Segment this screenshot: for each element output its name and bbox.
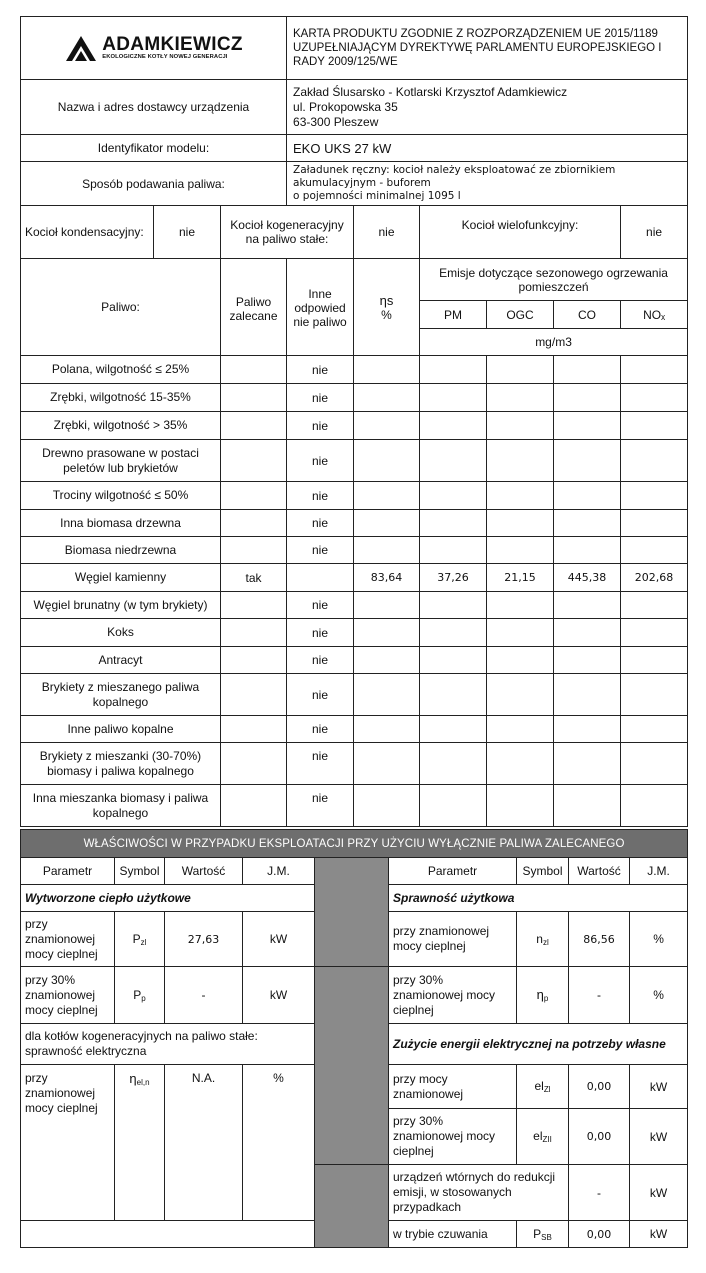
fuel-cell-nox — [621, 619, 688, 647]
symbol-main: P — [133, 987, 142, 1002]
fuel-cell-other: nie — [287, 785, 354, 827]
heat-nominal-value: 27,63 — [165, 912, 243, 967]
fuel-cell-preferred — [221, 482, 287, 510]
fuel-cell-pm — [420, 743, 487, 785]
symbol-sub: SB — [541, 1232, 552, 1242]
fuel-cell-co — [554, 785, 621, 827]
fuel-cell-preferred — [221, 647, 287, 674]
fuel-cell-preferred — [221, 619, 287, 647]
table-row — [21, 619, 688, 647]
empty-left-bottom — [21, 1221, 315, 1248]
el-30-value: 0,00 — [569, 1109, 630, 1165]
fuel-cell-eta — [354, 510, 420, 537]
fuel-cell-name: Inna mieszanka biomasy i paliwa kopalnego — [21, 785, 221, 827]
fuel-cell-name: Antracyt — [21, 647, 221, 674]
fuel-cell-ogc — [487, 647, 554, 674]
table-row — [21, 537, 688, 564]
el-30-symbol — [517, 1109, 569, 1165]
fuel-cell-other: nie — [287, 743, 354, 785]
condensing-label: Kocioł kondensacyjny: — [21, 206, 154, 259]
el-30-unit: kW — [630, 1109, 688, 1165]
fuel-cell-name: Brykiety z mieszanki (30-70%) biomasy i paliwa kopalnego — [21, 743, 221, 785]
fuel-cell-pm — [420, 412, 487, 440]
fuel-cell-ogc — [487, 510, 554, 537]
symbol-sub: p — [543, 994, 549, 1003]
fuel-cell-nox — [621, 743, 688, 785]
fuel-cell-eta — [354, 384, 420, 412]
fuel-cell-eta — [354, 716, 420, 743]
gray-separator-1 — [315, 858, 389, 967]
supplier-line-3: 63-300 Pleszew — [293, 114, 379, 129]
eff-nominal-symbol — [517, 912, 569, 967]
fuel-cell-other: nie — [287, 592, 354, 619]
symbol-main: el — [534, 1079, 544, 1093]
fuel-cell-eta — [354, 440, 420, 482]
fuel-cell-name: Brykiety z mieszanego paliwa kopalnego — [21, 674, 221, 716]
fuel-cell-nox — [621, 674, 688, 716]
feeding-line-2: o pojemności minimalnej 1095 l — [293, 190, 461, 202]
fuel-cell-pm — [420, 482, 487, 510]
fuel-cell-pm — [420, 537, 487, 564]
cogen-label: Kocioł kogeneracyjny na paliwo stałe: — [221, 206, 354, 259]
cogen-eff-label: przy znamionowej mocy cieplnej — [21, 1065, 115, 1221]
cogen-eff-unit: % — [243, 1065, 315, 1221]
fuel-cell-other: nie — [287, 384, 354, 412]
condensing-value: nie — [154, 206, 221, 259]
symbol-sub: p — [141, 993, 146, 1003]
fuel-cell-other: nie — [287, 647, 354, 674]
fuel-cell-nox — [621, 356, 688, 384]
gray-separator-2 — [315, 967, 389, 1165]
fuel-cell-co — [554, 716, 621, 743]
heat-nominal-symbol — [115, 912, 165, 967]
fuel-cell-co — [554, 356, 621, 384]
fuel-cell-pm — [420, 716, 487, 743]
eff-nominal-value: 86,56 — [569, 912, 630, 967]
multi-value: nie — [621, 206, 688, 259]
symbol-sub: Zl — [543, 1085, 551, 1094]
el-nominal-unit: kW — [630, 1065, 688, 1109]
table-row — [21, 564, 688, 592]
fuel-cell-co — [554, 743, 621, 785]
supplier-line-1: Zakład Ślusarsko - Kotlarski Krzysztof Adamkiewicz — [293, 84, 568, 99]
fuel-cell-co — [554, 619, 621, 647]
fuel-cell-co — [554, 440, 621, 482]
preferred-col-header: Paliwo zalecane — [221, 259, 287, 356]
fuel-cell-nox — [621, 592, 688, 619]
eta-symbol: ηs — [379, 293, 394, 308]
other-col-header: Inne odpowied nie paliwo — [287, 259, 354, 356]
table-row — [21, 674, 688, 716]
aux-unit: kW — [630, 1165, 688, 1221]
ogc-col-header: OGC — [487, 301, 554, 329]
value-header-left: Wartość — [165, 858, 243, 885]
product-card-table — [20, 16, 688, 827]
table-row — [21, 785, 688, 827]
fuel-cell-pm — [420, 619, 487, 647]
table-row — [21, 743, 688, 785]
fuel-cell-other: nie — [287, 619, 354, 647]
fuel-cell-co — [554, 537, 621, 564]
heat-section-title: Wytworzone ciepło użytkowe — [21, 885, 315, 912]
heat-30-symbol — [115, 967, 165, 1024]
fuel-cell-preferred — [221, 356, 287, 384]
el-nominal-symbol — [517, 1065, 569, 1109]
fuel-cell-other: nie — [287, 440, 354, 482]
symbol-sub: zl — [140, 937, 147, 947]
fuel-cell-ogc — [487, 412, 554, 440]
heat-nominal-label: przy znamionowej mocy cieplnej — [21, 912, 115, 967]
symbol-main: η — [536, 987, 544, 1002]
fuel-cell-name: Zrębki, wilgotność 15-35% — [21, 384, 221, 412]
multi-label: Kocioł wielofunkcyjny: — [420, 206, 621, 259]
logo-text: ADAMKIEWICZ — [102, 33, 243, 55]
table-row — [21, 356, 688, 384]
fuel-cell-ogc — [487, 716, 554, 743]
fuel-cell-eta — [354, 592, 420, 619]
fuel-cell-pm — [420, 510, 487, 537]
fuel-cell-nox — [621, 537, 688, 564]
fuel-cell-pm — [420, 674, 487, 716]
fuel-cell-eta — [354, 647, 420, 674]
fuel-cell-nox — [621, 716, 688, 743]
symbol-sub: ZII — [542, 1135, 552, 1144]
eff-30-value: - — [569, 967, 630, 1024]
fuel-cell-nox — [621, 510, 688, 537]
eff-section-title: Sprawność użytkowa — [389, 885, 688, 912]
aux-label: urządzeń wtórnych do redukcji emisji, w stosowanych przypadkach — [389, 1165, 569, 1221]
fuel-cell-co — [554, 674, 621, 716]
fuel-cell-name: Węgiel kamienny — [21, 564, 221, 592]
table-row — [21, 482, 688, 510]
elec-section-title: Zużycie energii elektrycznej na potrzeby własne — [389, 1024, 688, 1065]
fuel-cell-nox — [621, 384, 688, 412]
eff-30-unit: % — [630, 967, 688, 1024]
cogen-value: nie — [354, 206, 420, 259]
fuel-cell-nox — [621, 412, 688, 440]
fuel-cell-name: Koks — [21, 619, 221, 647]
symbol-main: P — [132, 931, 141, 946]
fuel-cell-preferred — [221, 440, 287, 482]
properties-table — [20, 829, 688, 1248]
fuel-cell-preferred: tak — [221, 564, 287, 592]
logo-cell — [21, 17, 287, 80]
fuel-cell-eta: 83,64 — [354, 564, 420, 592]
fuel-cell-preferred — [221, 743, 287, 785]
fuel-cell-pm — [420, 384, 487, 412]
supplier-line-2: ul. Prokopowska 35 — [293, 99, 398, 114]
fuel-cell-preferred — [221, 384, 287, 412]
fuel-cell-nox: 202,68 — [621, 564, 688, 592]
fuel-cell-eta — [354, 785, 420, 827]
aux-value: - — [569, 1165, 630, 1221]
symbol-sub: el,n — [136, 1078, 150, 1087]
fuel-cell-nox — [621, 647, 688, 674]
fuel-cell-ogc — [487, 674, 554, 716]
fuel-cell-pm — [420, 647, 487, 674]
fuel-cell-name: Inne paliwo kopalne — [21, 716, 221, 743]
fuel-cell-name: Zrębki, wilgotność > 35% — [21, 412, 221, 440]
standby-label: w trybie czuwania — [389, 1221, 517, 1248]
fuel-cell-preferred — [221, 537, 287, 564]
value-header-right: Wartość — [569, 858, 630, 885]
symbol-header-right: Symbol — [517, 858, 569, 885]
cogen-eff-symbol — [115, 1065, 165, 1221]
el-nominal-value: 0,00 — [569, 1065, 630, 1109]
emissions-unit: mg/m3 — [420, 329, 688, 356]
table-row — [21, 412, 688, 440]
fuel-cell-ogc — [487, 592, 554, 619]
eff-nominal-label: przy znamionowej mocy cieplnej — [389, 912, 517, 967]
co-col-header: CO — [554, 301, 621, 329]
eta-col-header — [354, 259, 420, 356]
fuel-cell-co — [554, 592, 621, 619]
el-30-label: przy 30% znamionowej mocy cieplnej — [389, 1109, 517, 1165]
fuel-cell-ogc — [487, 619, 554, 647]
standby-unit: kW — [630, 1221, 688, 1248]
el-nominal-label: przy mocy znamionowej — [389, 1065, 517, 1109]
fuel-cell-preferred — [221, 674, 287, 716]
fuel-cell-name: Biomasa niedrzewna — [21, 537, 221, 564]
table-row — [21, 440, 688, 482]
fuel-cell-pm — [420, 785, 487, 827]
eff-nominal-unit: % — [630, 912, 688, 967]
eff-30-label: przy 30% znamionowej mocy cieplnej — [389, 967, 517, 1024]
fuel-cell-eta — [354, 356, 420, 384]
fuel-cell-ogc — [487, 482, 554, 510]
symbol-main: el — [533, 1129, 543, 1143]
fuel-cell-other: nie — [287, 537, 354, 564]
standby-symbol — [517, 1221, 569, 1248]
standby-value: 0,00 — [569, 1221, 630, 1248]
fuel-cell-eta — [354, 619, 420, 647]
fuel-cell-other: nie — [287, 482, 354, 510]
fuel-cell-preferred — [221, 412, 287, 440]
param-header-right: Parametr — [389, 858, 517, 885]
fuel-cell-other: nie — [287, 510, 354, 537]
fuel-rows — [21, 356, 688, 827]
pm-col-header: PM — [420, 301, 487, 329]
heat-30-value: - — [165, 967, 243, 1024]
feeding-line-1: Załadunek ręczny: kocioł należy eksploatować ze zbiornikiem akumulacyjnym - buforem — [293, 164, 616, 189]
table-row — [21, 384, 688, 412]
heat-30-label: przy 30% znamionowej mocy cieplnej — [21, 967, 115, 1024]
fuel-cell-ogc — [487, 785, 554, 827]
fuel-cell-co — [554, 510, 621, 537]
fuel-cell-pm — [420, 592, 487, 619]
fuel-cell-eta — [354, 674, 420, 716]
cogen-eff-section-label: dla kotłów kogeneracyjnych na paliwo stałe: sprawność elektryczna — [21, 1024, 315, 1065]
supplier-address — [287, 80, 688, 135]
fuel-cell-eta — [354, 743, 420, 785]
fuel-cell-pm — [420, 356, 487, 384]
symbol-main: P — [533, 1226, 542, 1241]
fuel-cell-other: nie — [287, 412, 354, 440]
fuel-cell-pm: 37,26 — [420, 564, 487, 592]
gray-separator-3 — [315, 1165, 389, 1248]
eff-30-symbol — [517, 967, 569, 1024]
fuel-cell-other — [287, 564, 354, 592]
fuel-cell-ogc — [487, 356, 554, 384]
heat-30-unit: kW — [243, 967, 315, 1024]
fuel-cell-co — [554, 647, 621, 674]
fuel-col-header: Paliwo: — [21, 259, 221, 356]
fuel-cell-other: nie — [287, 674, 354, 716]
fuel-cell-eta — [354, 537, 420, 564]
param-header-left: Parametr — [21, 858, 115, 885]
fuel-cell-name: Polana, wilgotność ≤ 25% — [21, 356, 221, 384]
table-row — [21, 510, 688, 537]
fuel-cell-eta — [354, 412, 420, 440]
fuel-cell-other: nie — [287, 716, 354, 743]
logo-mark-icon — [64, 34, 98, 62]
fuel-cell-eta — [354, 482, 420, 510]
feeding-value — [287, 162, 688, 206]
fuel-cell-co — [554, 482, 621, 510]
fuel-cell-ogc: 21,15 — [487, 564, 554, 592]
fuel-cell-preferred — [221, 592, 287, 619]
symbol-main: η — [129, 1071, 137, 1086]
properties-title: WŁAŚCIWOŚCI W PRZYPADKU EKSPLOATACJI PRZY UŻYCIU WYŁĄCZNIE PALIWA ZALECANEGO — [21, 830, 688, 858]
cogen-eff-value: N.A. — [165, 1065, 243, 1221]
fuel-cell-name: Trociny wilgotność ≤ 50% — [21, 482, 221, 510]
fuel-cell-pm — [420, 440, 487, 482]
heat-nominal-unit: kW — [243, 912, 315, 967]
table-row — [21, 592, 688, 619]
model-label: Identyfikator modelu: — [21, 135, 287, 162]
unit-header-right: J.M. — [630, 858, 688, 885]
table-row — [21, 647, 688, 674]
fuel-cell-preferred — [221, 510, 287, 537]
fuel-cell-ogc — [487, 384, 554, 412]
fuel-cell-co — [554, 384, 621, 412]
fuel-cell-other: nie — [287, 356, 354, 384]
fuel-cell-ogc — [487, 440, 554, 482]
document-title: KARTA PRODUKTU ZGODNIE Z ROZPORZĄDZENIEM UE 2015/1189 UZUPEŁNIAJĄCYM DYREKTYWĘ PARLAMENTU EUROPEJSKIEGO I RADY 2009/125/WE — [287, 17, 688, 80]
adamkiewicz-logo — [64, 34, 243, 62]
fuel-cell-ogc — [487, 537, 554, 564]
symbol-sub: zl — [542, 937, 549, 947]
fuel-cell-name: Inna biomasa drzewna — [21, 510, 221, 537]
table-row — [21, 716, 688, 743]
supplier-label: Nazwa i adres dostawcy urządzenia — [21, 80, 287, 135]
fuel-cell-ogc — [487, 743, 554, 785]
fuel-cell-preferred — [221, 785, 287, 827]
fuel-cell-preferred — [221, 716, 287, 743]
nox-col-header: NOₓ — [621, 301, 688, 329]
unit-header-left: J.M. — [243, 858, 315, 885]
symbol-header-left: Symbol — [115, 858, 165, 885]
fuel-cell-nox — [621, 482, 688, 510]
fuel-cell-co — [554, 412, 621, 440]
model-value: EKO UKS 27 kW — [287, 135, 688, 162]
emissions-header: Emisje dotyczące sezonowego ogrzewania pomieszczeń — [420, 259, 688, 301]
fuel-cell-name: Węgiel brunatny (w tym brykiety) — [21, 592, 221, 619]
eta-unit: % — [381, 308, 392, 322]
symbol-main: n — [536, 931, 543, 946]
logo-tagline: EKOLOGICZNE KOTŁY NOWEJ GENERACJI — [102, 53, 228, 60]
fuel-cell-co: 445,38 — [554, 564, 621, 592]
fuel-cell-nox — [621, 785, 688, 827]
fuel-cell-nox — [621, 440, 688, 482]
fuel-cell-name: Drewno prasowane w postaci peletów lub brykietów — [21, 440, 221, 482]
feeding-label: Sposób podawania paliwa: — [21, 162, 287, 206]
